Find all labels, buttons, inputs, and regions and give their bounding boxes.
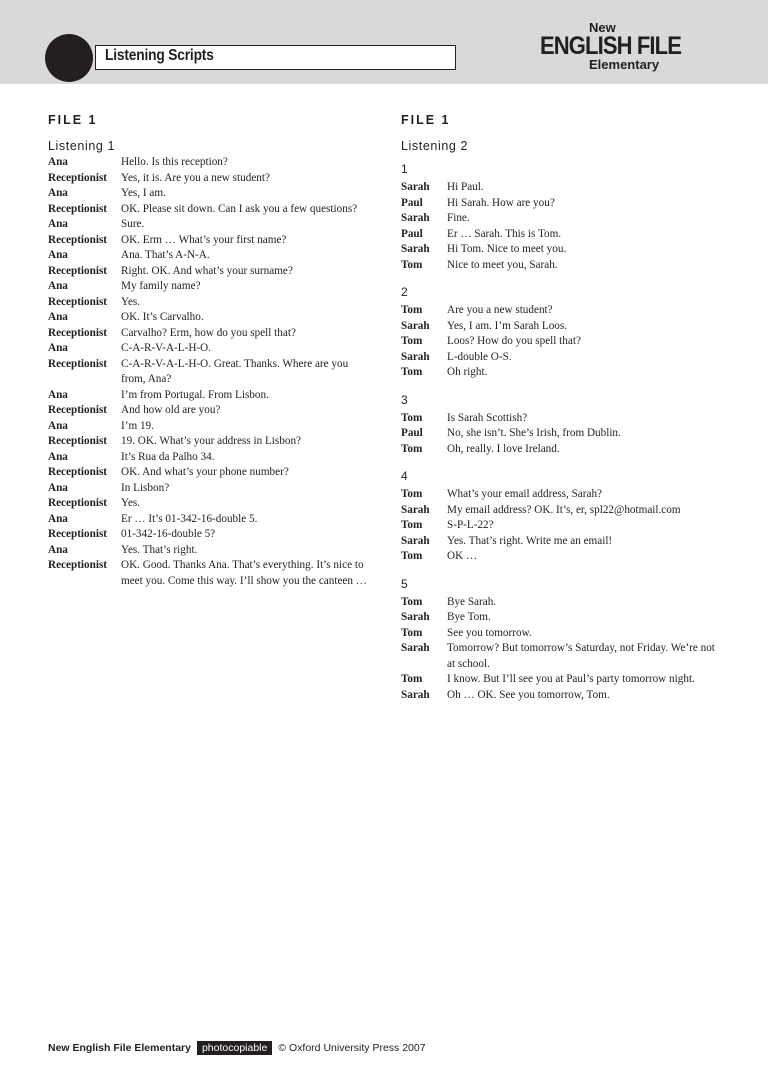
dialogue-text: Yes. That’s right. Write me an email! — [447, 534, 613, 547]
dialogue-line — [401, 350, 721, 366]
dialogue-line — [401, 503, 721, 519]
speaker-name: Receptionist — [48, 326, 108, 339]
speaker-name: Sarah — [401, 503, 430, 516]
script-section — [401, 465, 721, 565]
dialogue-text: 19. OK. What’s your address in Lisbon? — [121, 435, 302, 447]
speaker-name: Ana — [48, 481, 68, 494]
dialogue-line — [48, 419, 368, 435]
dialogue-line — [401, 518, 721, 534]
dialogue-line — [48, 233, 368, 249]
dialogue-text: C-A-R-V-A-L-H-O. — [121, 342, 212, 354]
dialogue-text: Carvalho? Erm, how do you spell that? — [121, 326, 296, 339]
dialogue-text: In Lisbon? — [121, 481, 170, 494]
dialogue-text: Hi Tom. Nice to meet you. — [447, 243, 567, 255]
dialogue-line — [48, 527, 368, 543]
dialogue-text: OK. It’s Carvalho. — [121, 311, 204, 323]
dialogue-line — [48, 295, 368, 311]
file-heading: FILE 1 — [48, 113, 98, 127]
dialogue-text: S-P-L-22? — [447, 519, 494, 531]
dialogue-text: My family name? — [121, 280, 201, 292]
dialogue-text: See you tomorrow. — [447, 626, 532, 639]
speaker-name: Tom — [401, 595, 423, 608]
speaker-name: Receptionist — [48, 528, 108, 540]
section-number: 1 — [401, 162, 408, 176]
script-sections — [401, 158, 721, 703]
dialogue-text: Er … It’s 01-342-16-double 5. — [121, 512, 258, 525]
dialogue-text: Hello. Is this reception? — [121, 156, 228, 168]
script-lines — [48, 155, 368, 589]
dialogue-text: Yes. That’s right. — [121, 543, 198, 556]
dialogue-line — [401, 211, 721, 227]
speaker-name: Ana — [48, 543, 68, 556]
dialogue-line — [401, 534, 721, 550]
speaker-name: Receptionist — [48, 497, 108, 509]
dialogue-text: Yes. — [121, 295, 141, 308]
dialogue-text: Er … Sarah. This is Tom. — [447, 227, 562, 240]
dialogue-line — [48, 543, 368, 559]
speaker-name: Paul — [401, 196, 423, 209]
speaker-name: Receptionist — [48, 404, 108, 416]
dialogue-text: OK. And what’s your phone number? — [121, 466, 289, 478]
section-number: 3 — [401, 392, 408, 407]
dialogue-line — [401, 672, 721, 688]
dialogue-line — [48, 357, 368, 388]
speaker-name: Sarah — [401, 243, 430, 255]
dialogue-line — [401, 196, 721, 212]
dialogue-line — [401, 688, 721, 704]
dialogue-line — [401, 319, 721, 335]
speaker-name: Receptionist — [48, 264, 108, 277]
dialogue-text: OK. Erm … What’s your first name? — [121, 233, 287, 246]
dialogue-text: Oh … OK. See you tomorrow, Tom. — [447, 688, 610, 701]
speaker-name: Tom — [401, 442, 423, 455]
dialogue-line — [401, 426, 721, 442]
script-section — [401, 389, 721, 458]
dialogue-line — [48, 217, 368, 233]
dialogue-line — [401, 442, 721, 458]
dialogue-line — [401, 365, 721, 381]
dialogue-line — [48, 248, 368, 264]
page-title: Listening Scripts — [105, 47, 214, 64]
speaker-name: Receptionist — [48, 357, 108, 370]
speaker-name: Ana — [48, 388, 68, 401]
script-section — [401, 573, 721, 704]
dialogue-text: And how old are you? — [121, 404, 221, 416]
dialogue-text: Nice to meet you, Sarah. — [447, 258, 558, 271]
file-heading: FILE 1 — [401, 113, 451, 127]
dialogue-line — [401, 641, 721, 672]
dialogue-line — [48, 155, 368, 171]
speaker-name: Receptionist — [48, 171, 108, 184]
dialogue-line — [48, 434, 368, 450]
dialogue-line — [401, 180, 721, 196]
speaker-name: Tom — [401, 366, 423, 378]
title-box — [95, 45, 456, 70]
dialogue-line — [48, 403, 368, 419]
right-column — [401, 110, 721, 703]
section-number: 5 — [401, 576, 408, 591]
dialogue-line — [401, 411, 721, 427]
dialogue-text: I’m from Portugal. From Lisbon. — [121, 388, 269, 401]
dialogue-text: I know. But I’ll see you at Paul’s party tomorrow night. — [447, 673, 695, 685]
section-number: 4 — [401, 469, 408, 483]
dialogue-line — [48, 558, 368, 589]
speaker-name: Tom — [401, 488, 423, 500]
dialogue-text: Is Sarah Scottish? — [447, 411, 528, 424]
dialogue-text: Yes, it is. Are you a new student? — [121, 171, 270, 184]
speaker-name: Tom — [401, 258, 423, 271]
dialogue-line — [401, 549, 721, 565]
dialogue-text: Oh right. — [447, 366, 488, 378]
dialogue-text: I’m 19. — [121, 419, 154, 432]
speaker-name: Tom — [401, 626, 423, 639]
speaker-name: Ana — [48, 249, 68, 261]
dialogue-line — [48, 481, 368, 497]
dialogue-text: Yes, I am. I’m Sarah Loos. — [447, 319, 568, 332]
dialogue-text: Bye Tom. — [447, 611, 491, 623]
dialogue-line — [48, 450, 368, 466]
brand-line-new: New — [589, 20, 616, 35]
speaker-name: Receptionist — [48, 435, 108, 447]
speaker-name: Receptionist — [48, 202, 108, 215]
dialogue-line — [401, 303, 721, 319]
script-section — [401, 281, 721, 381]
dialogue-text: 01-342-16-double 5? — [121, 528, 216, 540]
dialogue-text: L-double O-S. — [447, 350, 512, 363]
dialogue-text: Right. OK. And what’s your surname? — [121, 264, 293, 277]
dialogue-text: Tomorrow? But tomorrow’s Saturday, not Friday. We’re not at school. — [447, 642, 715, 670]
script-section — [401, 158, 721, 273]
speaker-name: Sarah — [401, 181, 430, 193]
dialogue-line — [48, 202, 368, 218]
speaker-name: Ana — [48, 218, 68, 230]
brand-line-title: ENGLISH FILE — [540, 32, 682, 60]
speaker-name: Ana — [48, 342, 68, 354]
dialogue-text: Hi Paul. — [447, 181, 484, 193]
dialogue-line — [401, 626, 721, 642]
speaker-name: Sarah — [401, 212, 430, 224]
dialogue-text: My email address? OK. It’s, er, spl22@hotmail.com — [447, 503, 681, 516]
speaker-name: Receptionist — [48, 466, 108, 478]
dialogue-text: C-A-R-V-A-L-H-O. Great. Thanks. Where are you from, Ana? — [121, 357, 349, 385]
speaker-name: Tom — [401, 335, 423, 347]
speaker-name: Sarah — [401, 642, 430, 654]
speaker-name: Tom — [401, 519, 423, 531]
dialogue-text: Sure. — [121, 218, 145, 230]
dialogue-line — [48, 326, 368, 342]
dialogue-text: Hi Sarah. How are you? — [447, 196, 555, 209]
dialogue-text: No, she isn’t. She’s Irish, from Dublin. — [447, 427, 621, 439]
dialogue-text: OK. Good. Thanks Ana. That’s everything. It’s nice to meet you. Come this way. I’ll show you the canteen … — [121, 559, 367, 587]
dialogue-line — [48, 171, 368, 187]
speaker-name: Ana — [48, 419, 68, 432]
speaker-name: Tom — [401, 304, 423, 316]
speaker-name: Tom — [401, 673, 423, 685]
dialogue-line — [48, 186, 368, 202]
listening-heading: Listening 1 — [48, 139, 116, 153]
dialogue-text: Yes, I am. — [121, 187, 166, 199]
speaker-name: Ana — [48, 280, 68, 292]
dialogue-line — [48, 341, 368, 357]
dialogue-line — [401, 258, 721, 274]
dialogue-text: What’s your email address, Sarah? — [447, 488, 603, 500]
speaker-name: Ana — [48, 450, 68, 463]
dialogue-text: Bye Sarah. — [447, 595, 497, 608]
footer-copyright: © Oxford University Press 2007 — [278, 1042, 426, 1054]
speaker-name: Sarah — [401, 688, 430, 701]
dialogue-text: Loos? How do you spell that? — [447, 335, 581, 347]
dialogue-text: Oh, really. I love Ireland. — [447, 442, 560, 455]
speaker-name: Ana — [48, 156, 68, 168]
dialogue-line — [401, 595, 721, 611]
speaker-name: Paul — [401, 427, 423, 439]
dialogue-line — [48, 388, 368, 404]
speaker-name: Ana — [48, 512, 68, 525]
section-number: 2 — [401, 285, 408, 299]
dialogue-line — [48, 465, 368, 481]
left-column — [48, 110, 368, 589]
dialogue-text: OK … — [447, 550, 478, 562]
speaker-name: Receptionist — [48, 295, 108, 308]
dialogue-text: It’s Rua da Palho 34. — [121, 450, 215, 463]
speaker-name: Receptionist — [48, 233, 108, 246]
speaker-name: Ana — [48, 311, 68, 323]
speaker-name: Paul — [401, 227, 423, 240]
speaker-name: Ana — [48, 187, 68, 199]
dialogue-text: Ana. That’s A-N-A. — [121, 249, 210, 261]
photocopiable-badge: photocopiable — [197, 1041, 272, 1055]
dialogue-line — [401, 242, 721, 258]
dialogue-text: Fine. — [447, 212, 470, 224]
dialogue-text: Are you a new student? — [447, 304, 553, 316]
speaker-name: Sarah — [401, 611, 430, 623]
dialogue-line — [401, 227, 721, 243]
dialogue-text: OK. Please sit down. Can I ask you a few questions? — [121, 202, 358, 215]
dialogue-text: Yes. — [121, 497, 141, 509]
speaker-name: Tom — [401, 550, 423, 562]
speaker-name: Receptionist — [48, 559, 108, 571]
dialogue-line — [48, 512, 368, 528]
speaker-name: Sarah — [401, 319, 430, 332]
speaker-name: Sarah — [401, 534, 430, 547]
dialogue-line — [48, 310, 368, 326]
listening-heading: Listening 2 — [401, 139, 469, 153]
footer-book-title: New English File Elementary — [48, 1042, 191, 1054]
dialogue-line — [401, 487, 721, 503]
speaker-name: Sarah — [401, 350, 430, 363]
dialogue-line — [48, 496, 368, 512]
brand-line-level: Elementary — [589, 57, 660, 72]
dialogue-line — [401, 610, 721, 626]
speaker-name: Tom — [401, 411, 423, 424]
footer — [48, 1041, 426, 1055]
dialogue-line — [48, 279, 368, 295]
dialogue-line — [401, 334, 721, 350]
dialogue-line — [48, 264, 368, 280]
header-circle-decoration — [45, 34, 93, 82]
